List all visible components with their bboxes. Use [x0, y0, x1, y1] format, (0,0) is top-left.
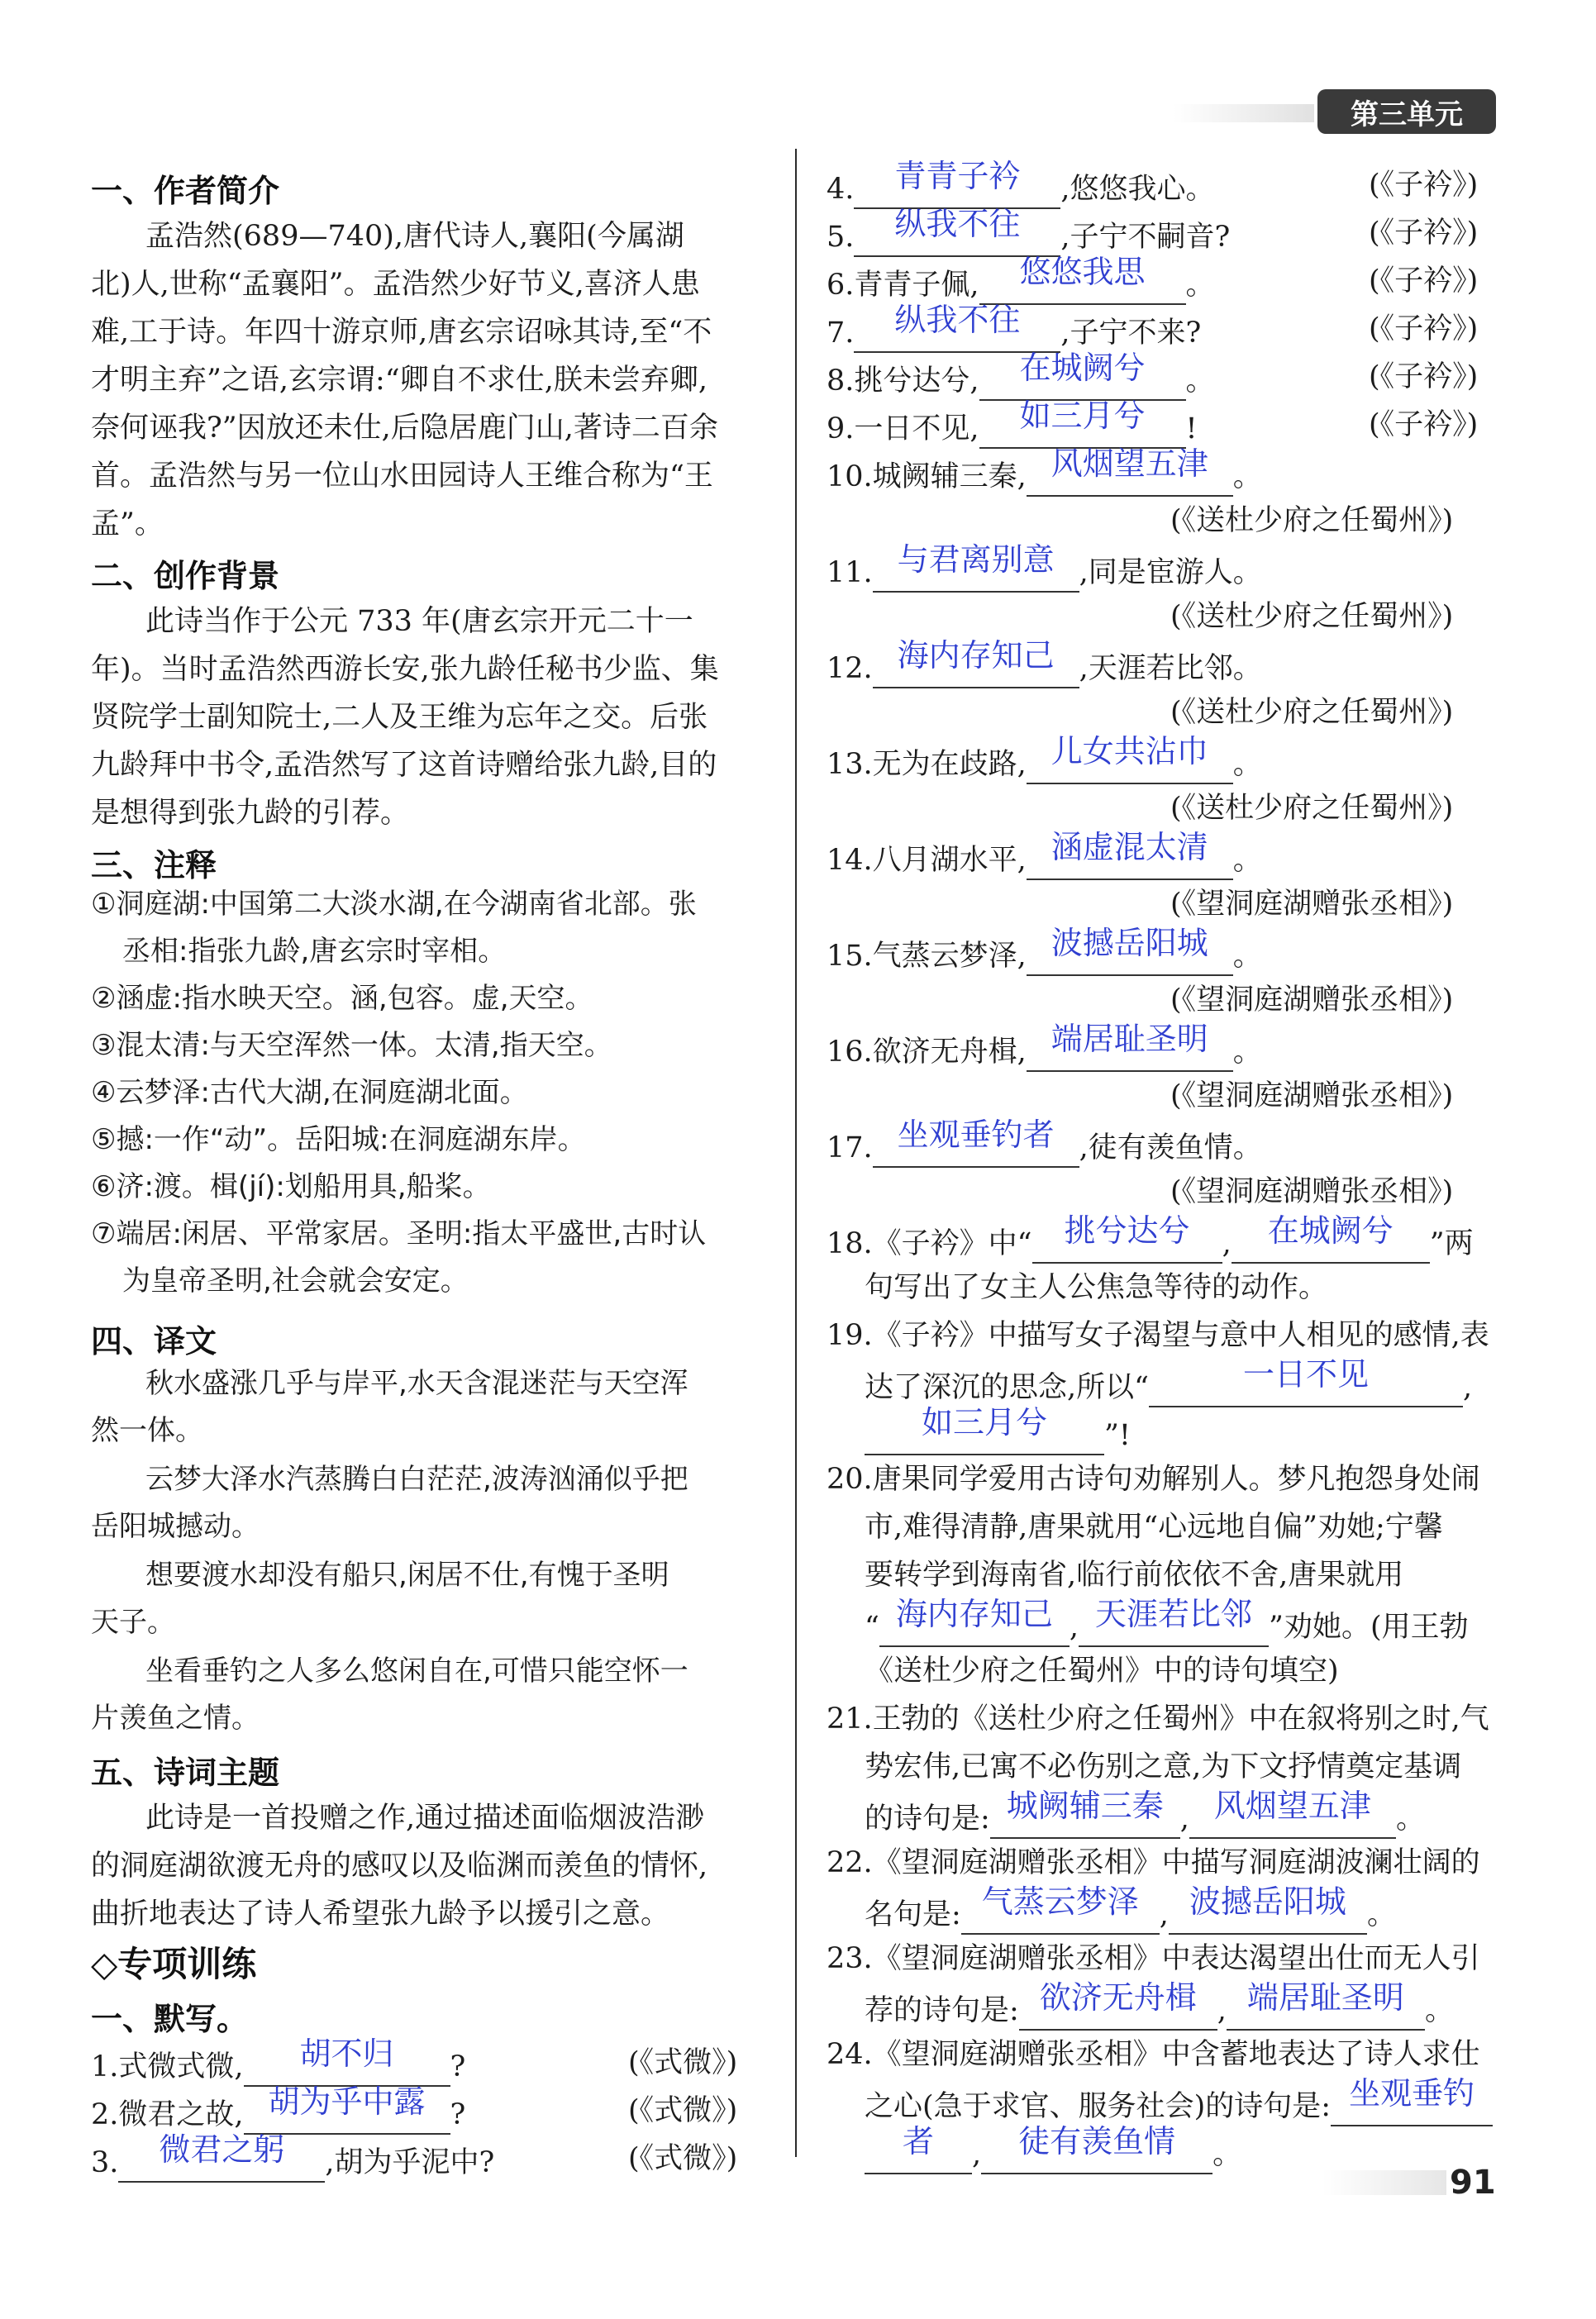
- question-text: ,: [1179, 1802, 1189, 1836]
- note-line: 为皇帝圣明,社会就会安定。: [122, 1264, 469, 1298]
- answer-text: 如三月兮: [1019, 398, 1146, 434]
- background-line: 此诗当作于公元 733 年(唐玄宗开元二十一: [145, 605, 693, 638]
- answer-blank[interactable]: [1227, 1979, 1425, 2031]
- question-text: 。: [1232, 940, 1262, 973]
- author-heading: 一、作者简介: [91, 173, 280, 209]
- background-line: 是想得到张九龄的引荐。: [91, 797, 410, 830]
- answer-blank[interactable]: [1232, 1212, 1430, 1264]
- question-text: 。: [1185, 269, 1215, 302]
- answer-text: 坐观垂钓者: [897, 1117, 1055, 1153]
- answer-blank[interactable]: [854, 206, 1060, 257]
- answer-blank[interactable]: [990, 1788, 1180, 1839]
- question-text: ,胡为乎泥中?: [325, 2146, 495, 2179]
- question-text: “: [865, 1611, 879, 1644]
- question-20-cont: [865, 1596, 1469, 1647]
- question-21-cont: [865, 1788, 1425, 1839]
- page-number: 91: [1450, 2164, 1496, 2202]
- question-text: ,: [972, 2138, 982, 2171]
- answer-blank[interactable]: [1189, 1788, 1396, 1839]
- question-text: ”两: [1429, 1227, 1474, 1260]
- question-text: ,子宁不来?: [1060, 317, 1202, 350]
- answer-blank[interactable]: [244, 2036, 450, 2087]
- question-text: ”劝她。(用王勃: [1269, 1611, 1469, 1644]
- header-band: [1174, 104, 1314, 122]
- source-label: (《送杜少府之任蜀州》): [1170, 600, 1454, 633]
- question-text: 16.欲济无舟楫,: [827, 1036, 1027, 1069]
- question-23: 23.《望洞庭湖赠张丞相》中表达渴望出仕而无人引: [827, 1942, 1480, 1975]
- translation-line: 想要渡水却没有船只,闲居不仕,有愧于圣明: [145, 1559, 669, 1592]
- author-line: 奈何诬我?”因放还未仕,后隐居鹿门山,著诗二百余: [91, 412, 718, 445]
- question-2: [91, 2083, 466, 2135]
- question-22: 22.《望洞庭湖赠张丞相》中描写洞庭湖波澜壮阔的: [827, 1846, 1480, 1879]
- question-text: ,悠悠我心。: [1060, 173, 1215, 206]
- source-label: (《望洞庭湖赠张丞相》): [1170, 1175, 1454, 1208]
- note-line: ①洞庭湖:中国第二大淡水湖,在今湖南省北部。张: [91, 888, 697, 921]
- question-15: [827, 925, 1262, 976]
- question-20-cont: 要转学到海南省,临行前依依不舍,唐果就用: [865, 1559, 1404, 1592]
- source-label: (《送杜少府之任蜀州》): [1170, 696, 1454, 729]
- question-text: ?: [450, 2098, 466, 2131]
- answer-blank[interactable]: [854, 158, 1060, 209]
- question-text: 11.: [827, 556, 873, 589]
- source-label: (《子衿》): [1369, 408, 1479, 441]
- source-label: (《式微》): [628, 2046, 738, 2079]
- source-label: (《子衿》): [1369, 264, 1479, 298]
- translation-line: 然一体。: [91, 1414, 203, 1447]
- answer-text: 悠悠我思: [1019, 254, 1146, 290]
- answer-text: 胡不归: [299, 2036, 394, 2072]
- question-text: 4.: [827, 173, 855, 206]
- question-text: 。: [1232, 844, 1262, 877]
- source-label: (《式微》): [628, 2142, 738, 2175]
- question-text: ,: [1159, 1898, 1169, 1931]
- question-text: ”!: [1104, 1419, 1131, 1452]
- question-text: 。: [1232, 1036, 1262, 1069]
- answer-blank[interactable]: [1331, 2075, 1493, 2126]
- answer-blank[interactable]: [873, 637, 1079, 688]
- question-text: 9.一日不见,: [827, 412, 979, 445]
- answer-text: 在城阙兮: [1267, 1212, 1394, 1249]
- question-16: [827, 1021, 1262, 1072]
- answer-text: 一日不见: [1243, 1356, 1370, 1393]
- question-text: ,: [1217, 1994, 1227, 2027]
- translation-line: 天子。: [91, 1606, 175, 1639]
- answer-blank[interactable]: [865, 1404, 1104, 1455]
- note-line: ⑥济:渡。楫(jí):划船用具,船桨。: [91, 1170, 491, 1203]
- answer-text: 者: [902, 2123, 934, 2159]
- answer-text: 城阙辅三秦: [1006, 1788, 1164, 1824]
- question-text: ,: [1069, 1611, 1079, 1644]
- question-10: [827, 445, 1262, 497]
- note-line: ②涵虚:指水映天空。涵,包容。虚,天空。: [91, 982, 593, 1015]
- question-18-cont: 句写出了女主人公焦急等待的动作。: [865, 1271, 1328, 1304]
- answer-blank[interactable]: [873, 1117, 1079, 1168]
- answer-blank[interactable]: [1019, 1979, 1217, 2031]
- answer-blank[interactable]: [1079, 1596, 1269, 1647]
- footer-band: [1322, 2170, 1446, 2195]
- answer-text: 微君之躬: [159, 2131, 285, 2168]
- answer-text: 在城阙兮: [1019, 350, 1146, 386]
- question-text: ,徒有羡鱼情。: [1079, 1131, 1262, 1164]
- question-24: 24.《望洞庭湖赠张丞相》中含蓄地表达了诗人求仕: [827, 2038, 1480, 2071]
- answer-text: 波撼岳阳城: [1051, 925, 1208, 961]
- background-line: 年)。当时孟浩然西游长安,张九龄任秘书少监、集: [91, 653, 719, 686]
- translation-line: 秋水盛涨几乎与岸平,水天含混迷茫与天空浑: [145, 1367, 688, 1400]
- question-text: 的诗句是:: [865, 1802, 990, 1836]
- author-line: 首。孟浩然与另一位山水田园诗人王维合称为“王: [91, 460, 713, 493]
- question-text: 15.气蒸云梦泽,: [827, 940, 1027, 973]
- source-label: (《子衿》): [1369, 169, 1479, 202]
- training-heading: ◇专项训练: [91, 1944, 257, 1984]
- answer-text: 风烟望五津: [1051, 445, 1208, 482]
- translation-line: 片羡鱼之情。: [91, 1702, 260, 1735]
- answer-text: 徒有羡鱼情: [1018, 2123, 1176, 2159]
- note-line: ④云梦泽:古代大湖,在洞庭湖北面。: [91, 1076, 528, 1109]
- question-5: [827, 206, 1231, 257]
- question-19-cont: [865, 1356, 1473, 1407]
- question-text: 17.: [827, 1131, 873, 1164]
- answer-blank[interactable]: [1027, 829, 1233, 880]
- question-8: [827, 350, 1215, 401]
- question-24-cont: [865, 2123, 1242, 2174]
- question-text: 6.青青子佩,: [827, 269, 979, 302]
- theme-line: 此诗是一首投赠之作,通过描述面临烟波浩渺: [145, 1802, 705, 1835]
- question-14: [827, 829, 1262, 880]
- question-19-cont: [865, 1404, 1131, 1455]
- question-text: ?: [450, 2050, 466, 2083]
- question-24-cont: [865, 2075, 1493, 2126]
- background-line: 九龄拜中书令,孟浩然写了这首诗赠给张九龄,目的: [91, 749, 717, 782]
- answer-blank[interactable]: [1027, 1021, 1233, 1072]
- answer-blank[interactable]: [244, 2083, 450, 2135]
- question-text: 8.挑兮达兮,: [827, 364, 979, 398]
- question-text: 3.: [91, 2146, 119, 2179]
- translation-line: 云梦大泽水汽蒸腾白白茫茫,波涛汹涌似乎把: [145, 1463, 688, 1496]
- question-text: 12.: [827, 652, 873, 685]
- question-21-cont: 势宏伟,已寓不必伤别之意,为下文抒情奠定基调: [865, 1750, 1462, 1783]
- answer-text: 如三月兮: [921, 1404, 1047, 1440]
- source-label: (《子衿》): [1369, 360, 1479, 393]
- author-line: 才明主弃”之语,玄宗谓:“卿自不求仕,朕未尝弃卿,: [91, 364, 707, 397]
- note-line: ③混太清:与天空浑然一体。太清,指天空。: [91, 1029, 612, 1062]
- answer-blank[interactable]: [979, 254, 1186, 305]
- question-text: 2.微君之故,: [91, 2098, 244, 2131]
- answer-text: 挑兮达兮: [1064, 1212, 1190, 1249]
- source-label: (《送杜少府之任蜀州》): [1170, 504, 1454, 537]
- question-13: [827, 733, 1262, 784]
- answer-blank[interactable]: [979, 398, 1186, 449]
- question-text: 。: [1424, 1994, 1454, 2027]
- answer-text: 涵虚混太清: [1051, 829, 1208, 865]
- question-3: [91, 2131, 495, 2183]
- answer-text: 胡为乎中露: [268, 2083, 426, 2120]
- answer-blank[interactable]: [879, 1596, 1070, 1647]
- answer-blank[interactable]: [961, 1883, 1160, 1935]
- answer-text: 波撼岳阳城: [1189, 1883, 1346, 1920]
- theme-heading: 五、诗词主题: [91, 1755, 280, 1791]
- question-text: ,子宁不嗣音?: [1060, 221, 1231, 254]
- question-20-cont: 市,难得清静,唐果就用“心远地自偏”劝她;宁馨: [865, 1511, 1443, 1544]
- question-1: [91, 2036, 466, 2087]
- note-line: ⑤撼:一作“动”。岳阳城:在洞庭湖东岸。: [91, 1123, 586, 1156]
- question-19: 19.《子衿》中描写女子渴望与意中人相见的感情,表: [827, 1319, 1489, 1352]
- question-7: [827, 302, 1202, 353]
- question-text: ,: [1222, 1227, 1232, 1260]
- question-text: 达了深沉的思念,所以“: [865, 1371, 1150, 1404]
- question-text: 10.城阙辅三秦,: [827, 460, 1027, 493]
- question-20-cont: 《送杜少府之任蜀州》中的诗句填空): [865, 1655, 1339, 1688]
- question-text: 。: [1366, 1898, 1396, 1931]
- question-text: 18.《子衿》中“: [827, 1227, 1032, 1260]
- question-12: [827, 637, 1262, 688]
- note-line: 丞相:指张九龄,唐玄宗时宰相。: [122, 935, 507, 968]
- source-label: (《望洞庭湖赠张丞相》): [1170, 888, 1454, 921]
- answer-blank[interactable]: [1149, 1356, 1463, 1407]
- answer-text: 端居耻圣明: [1246, 1979, 1404, 2016]
- question-text: 5.: [827, 221, 855, 254]
- question-text: 。: [1232, 460, 1262, 493]
- answer-text: 风烟望五津: [1213, 1788, 1371, 1824]
- question-22-cont: [865, 1883, 1396, 1935]
- question-text: ,同是宦游人。: [1079, 556, 1262, 589]
- answer-text: 天涯若比邻: [1095, 1596, 1253, 1632]
- answer-text: 海内存知己: [897, 637, 1055, 674]
- answer-blank[interactable]: [873, 541, 1079, 593]
- question-4: [827, 158, 1215, 209]
- notes-heading: 三、注释: [91, 847, 217, 883]
- question-text: 14.八月湖水平,: [827, 844, 1027, 877]
- translation-line: 坐看垂钓之人多么悠闲自在,可惜只能空怀一: [145, 1655, 688, 1688]
- answer-blank[interactable]: [1169, 1883, 1367, 1935]
- author-line: 北)人,世称“孟襄阳”。孟浩然少好节义,喜济人患: [91, 268, 700, 301]
- answer-text: 坐观垂钓: [1349, 2075, 1475, 2112]
- source-label: (《子衿》): [1369, 312, 1479, 345]
- answer-text: 儿女共沾巾: [1051, 733, 1208, 769]
- source-label: (《送杜少府之任蜀州》): [1170, 792, 1454, 825]
- question-text: ,: [1463, 1371, 1473, 1404]
- answer-blank[interactable]: [979, 350, 1186, 401]
- source-label: (《望洞庭湖赠张丞相》): [1170, 983, 1454, 1017]
- question-text: 。: [1212, 2138, 1242, 2171]
- answer-blank[interactable]: [1032, 1212, 1222, 1264]
- question-9: [827, 398, 1198, 449]
- source-label: (《式微》): [628, 2094, 738, 2127]
- question-text: 。: [1395, 1802, 1425, 1836]
- background-heading: 二、创作背景: [91, 558, 280, 594]
- source-label: (《望洞庭湖赠张丞相》): [1170, 1079, 1454, 1112]
- source-label: (《子衿》): [1369, 217, 1479, 250]
- question-18: [827, 1212, 1474, 1264]
- author-line: 孟浩然(689—740),唐代诗人,襄阳(今属湖: [145, 220, 684, 253]
- theme-line: 曲折地表达了诗人希望张九龄予以援引之意。: [91, 1898, 670, 1931]
- question-text: 之心(急于求官、服务社会)的诗句是:: [865, 2090, 1332, 2123]
- background-line: 贤院学士副知院士,二人及王维为忘年之交。后张: [91, 701, 708, 734]
- question-text: 。: [1185, 364, 1215, 398]
- answer-text: 气蒸云梦泽: [981, 1883, 1139, 1920]
- question-23-cont: [865, 1979, 1454, 2031]
- answer-blank[interactable]: [865, 2123, 972, 2174]
- question-11: [827, 541, 1262, 593]
- answer-blank[interactable]: [1027, 925, 1233, 976]
- answer-text: 欲济无舟楫: [1039, 1979, 1197, 2016]
- translation-line: 岳阳城撼动。: [91, 1510, 260, 1543]
- answer-blank[interactable]: [981, 2123, 1212, 2174]
- author-line: 难,工于诗。年四十游京师,唐玄宗诏咏其诗,至“不: [91, 316, 712, 349]
- answer-text: 与君离别意: [897, 541, 1055, 578]
- question-17: [827, 1117, 1262, 1168]
- note-line: ⑦端居:闲居、平常家居。圣明:指太平盛世,古时认: [91, 1217, 707, 1250]
- theme-line: 的洞庭湖欲渡无舟的感叹以及临渊而羡鱼的情怀,: [91, 1850, 708, 1883]
- answer-blank[interactable]: [854, 302, 1060, 353]
- answer-text: 纵我不往: [894, 302, 1021, 338]
- answer-text: 青青子衿: [894, 158, 1021, 194]
- question-text: 1.式微式微,: [91, 2050, 244, 2083]
- question-20: 20.唐果同学爱用古诗句劝解别人。梦凡抱怨身处闹: [827, 1463, 1480, 1496]
- answer-blank[interactable]: [1027, 445, 1233, 497]
- question-text: !: [1185, 412, 1198, 445]
- training-subheading: 一、默写。: [91, 2001, 249, 2037]
- author-line: 孟”。: [91, 507, 164, 540]
- answer-text: 端居耻圣明: [1051, 1021, 1208, 1057]
- question-text: ,天涯若比邻。: [1079, 652, 1262, 685]
- question-21: 21.王勃的《送杜少府之任蜀州》中在叙将别之时,气: [827, 1702, 1489, 1736]
- column-divider: [795, 149, 797, 2157]
- answer-blank[interactable]: [1027, 733, 1233, 784]
- answer-text: 海内存知己: [895, 1596, 1053, 1632]
- question-text: 名句是:: [865, 1898, 961, 1931]
- answer-text: 纵我不往: [894, 206, 1021, 242]
- unit-badge: 第三单元: [1317, 89, 1496, 134]
- question-text: 13.无为在歧路,: [827, 748, 1027, 781]
- question-text: 。: [1232, 748, 1262, 781]
- question-text: 荐的诗句是:: [865, 1994, 1019, 2027]
- translation-heading: 四、译文: [91, 1323, 217, 1359]
- question-6: [827, 254, 1215, 305]
- answer-blank[interactable]: [118, 2131, 325, 2183]
- question-text: 7.: [827, 317, 855, 350]
